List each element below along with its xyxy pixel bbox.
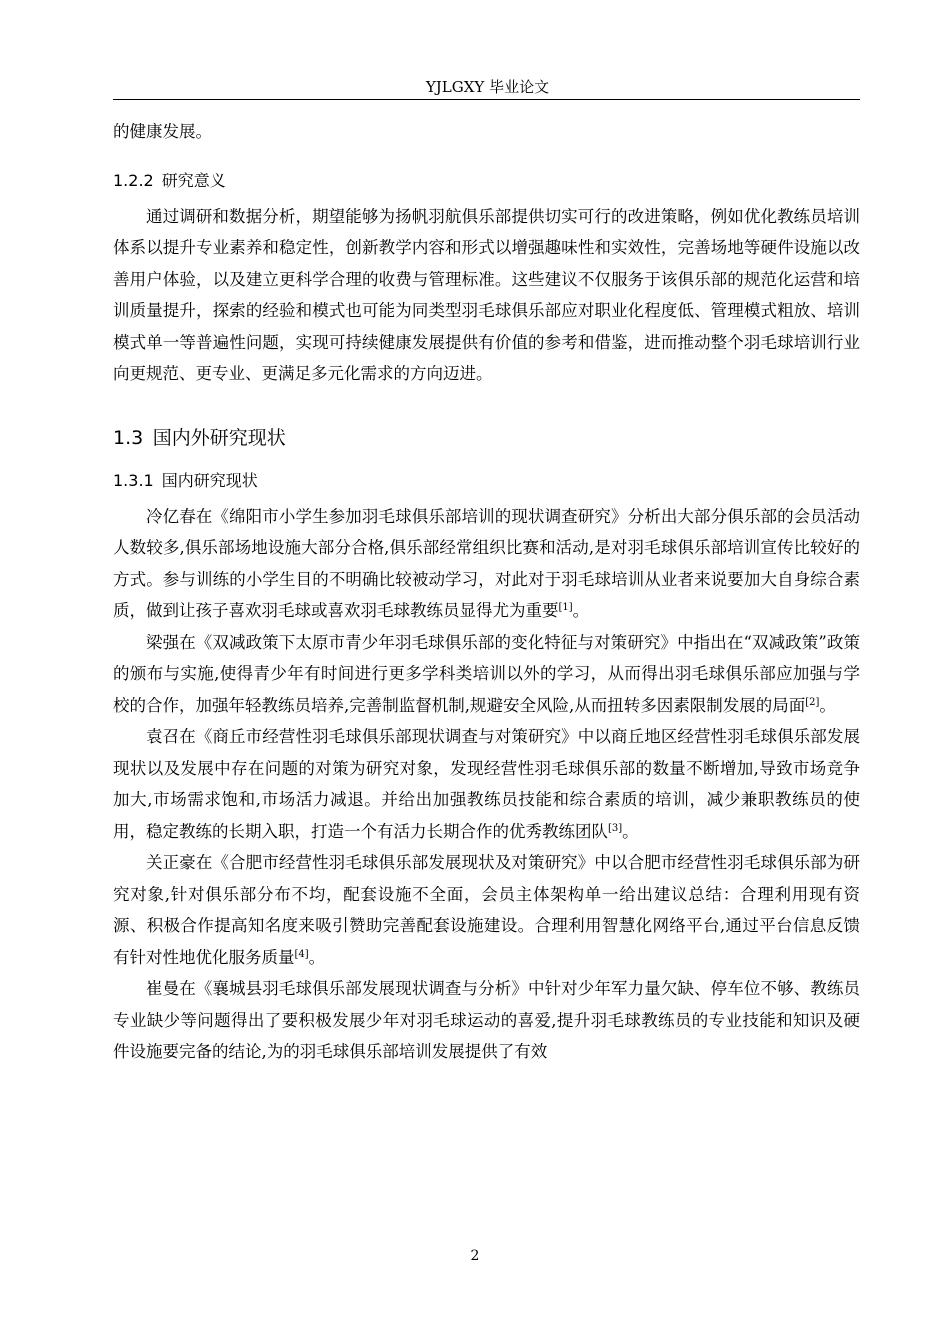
- section-title: 研究意义: [161, 170, 226, 190]
- paragraph-research-significance: 通过调研和数据分析，期望能够为扬帆羽航俱乐部提供切实可行的改进策略，例如优化教练员培训体系以提升专业素养和稳定性，创新教学内容和形式以增强趣味性和实效性，完善场地等硬件设施以改善用户体验，以及建立更科学合理的收费与管理标准。这些建议不仅服务于该俱乐部的规范化运营和培训质量提升，探索的经验和模式也可能为同类型羽毛球俱乐部应对职业化程度低、管理模式粗放、培训模式单一等普遍性问题，实现可持续健康发展提供有价值的参考和借鉴，进而推动整个羽毛球培训行业向更规范、更专业、更满足多元化需求的方向迈进。: [113, 206, 860, 383]
- header-title: YJLGXY 毕业论文: [425, 78, 550, 96]
- paragraph-tail: 。: [622, 821, 639, 841]
- paragraph-text: 袁召在《商丘市经营性羽毛球俱乐部现状调查与对策研究》中以商丘地区经营性羽毛球俱乐部发展现状以及发展中存在问题的对策为研究对象，发现经营性羽毛球俱乐部的数量不断增加,导致市场竞争加大,市场需求饱和,市场活力减退。并给出加强教练员技能和综合素质的培训，减少兼职教练员的使用，稳定教练的长期入职，打造一个有活力长期合作的优秀教练团队: [113, 727, 860, 841]
- page-header: [115, 74, 860, 100]
- paragraph-text: 崔曼在《襄城县羽毛球俱乐部发展现状调查与分析》中针对少年军力量欠缺、停车位不够、教练员专业缺少等问题得出了要积极发展少年对羽毛球运动的喜爱,提升羽毛球教练员的专业技能和知识及硬件设施要完备的结论,为的羽毛球俱乐部培训发展提供了有效: [113, 979, 860, 1061]
- section-number: 1.3: [113, 426, 144, 449]
- continuation-text: 的健康发展。: [113, 122, 212, 141]
- paragraph-text: 冷亿春在《绵阳市小学生参加羽毛球俱乐部培训的现状调查研究》分析出大部分俱乐部的会员活动人数较多,俱乐部场地设施大部分合格,俱乐部经常组织比赛和活动,是对羽毛球俱乐部培训宣传比较好的方式。参与训练的小学生目的不明确比较被动学习，对此对于羽毛球培训从业者来说要加大自身综合素质，做到让孩子喜欢羽毛球或喜欢羽毛球教练员显得尤为重要: [113, 506, 860, 620]
- section-number: 1.3.1: [113, 470, 154, 490]
- citation: [1]: [558, 602, 573, 613]
- paragraph-tail: 。: [308, 947, 326, 967]
- citation: [3]: [608, 822, 623, 834]
- page-number: 2: [470, 1248, 480, 1264]
- paragraph-4: [113, 847, 860, 973]
- citation: [4]: [294, 948, 309, 960]
- paragraph-5: [113, 973, 860, 1068]
- paragraph-tail: 。: [819, 695, 836, 715]
- paragraph-text: 关正豪在《合肥市经营性羽毛球俱乐部发展现状及对策研究》中以合肥市经营性羽毛球俱乐部为研究对象,针对俱乐部分布不均，配套设施不全面，会员主体架构单一给出建议总结：合理利用现有资源、积极合作提高知名度来吸引赞助完善配套设施建设。合理利用智慧化网络平台,通过平台信息反馈有针对性地优化服务质量: [113, 853, 860, 967]
- section-title: 国内外研究现状: [152, 426, 286, 449]
- section-number: 1.2.2: [113, 170, 154, 190]
- section-heading-1-3: [113, 423, 860, 453]
- paragraph-3: [113, 721, 860, 847]
- section-title: 国内研究现状: [161, 470, 258, 490]
- section-heading-1-2-2: [113, 169, 860, 193]
- header-divider: [113, 99, 860, 100]
- paragraph-2: [113, 627, 860, 722]
- paragraph-tail: 。: [572, 601, 590, 620]
- domestic-research-paragraphs: [113, 501, 860, 1068]
- section-heading-1-3-1: [113, 469, 860, 493]
- paragraph-1: [113, 501, 860, 627]
- paragraph-text: 梁强在《双减政策下太原市青少年羽毛球俱乐部的变化特征与对策研究》中指出在“双减政策”政策的颁布与实施,使得青少年有时间进行更多学科类培训以外的学习，从而得出羽毛球俱乐部应加强与学校的合作，加强年轻教练员培养,完善制监督机制,规避安全风险,从而扭转多因素限制发展的局面: [113, 632, 860, 715]
- page-body: [113, 116, 860, 1068]
- citation: [2]: [805, 696, 820, 708]
